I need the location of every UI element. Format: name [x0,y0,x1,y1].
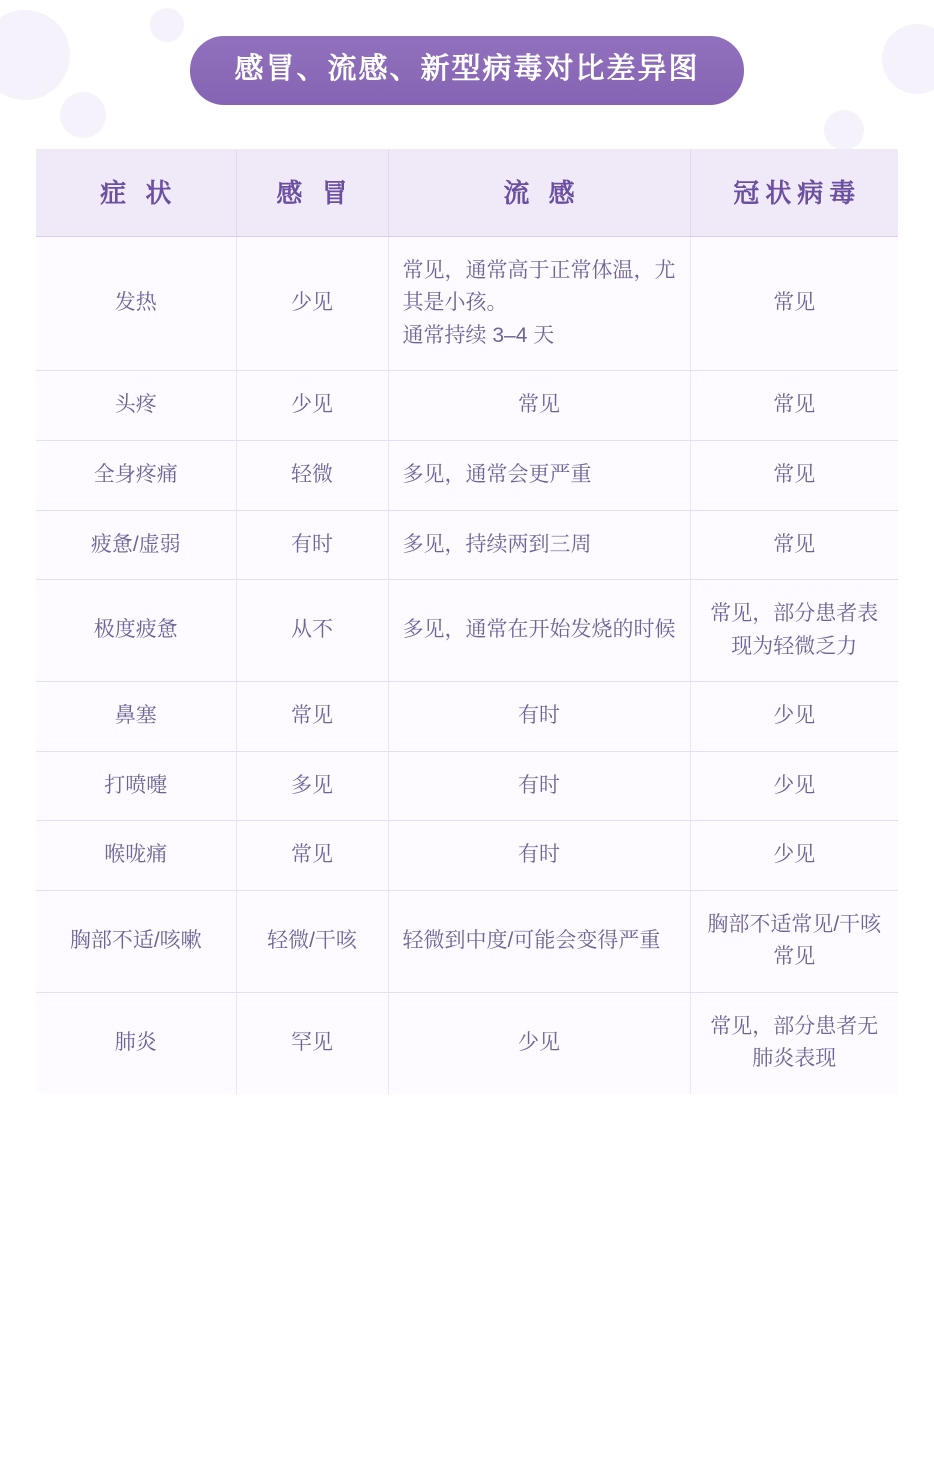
comparison-table [36,149,898,1094]
cell-cold: 轻微 [236,440,388,510]
cell-symptom: 肺炎 [36,992,236,1094]
cell-coronavirus: 常见 [690,236,898,371]
cell-symptom: 极度疲惫 [36,580,236,682]
cell-coronavirus: 常见 [690,440,898,510]
title-banner [0,0,934,105]
cell-flu: 少见 [388,992,690,1094]
column-header-symptom: 症 状 [36,149,236,237]
cell-symptom: 打喷嚏 [36,751,236,821]
cell-coronavirus: 常见 [690,371,898,441]
table-row [36,821,898,891]
table-row [36,440,898,510]
cell-flu: 多见，持续两到三周 [388,510,690,580]
cell-cold: 常见 [236,821,388,891]
cell-coronavirus: 胸部不适常见/干咳常见 [690,890,898,992]
table-row [36,890,898,992]
table-row [36,371,898,441]
table-row [36,510,898,580]
cell-flu: 轻微到中度/可能会变得严重 [388,890,690,992]
cell-symptom: 胸部不适/咳嗽 [36,890,236,992]
cell-cold: 少见 [236,371,388,441]
cell-symptom: 鼻塞 [36,682,236,752]
table-header [36,149,898,237]
cell-coronavirus: 少见 [690,682,898,752]
table-row [36,236,898,371]
cell-flu: 常见 [388,371,690,441]
cell-cold: 常见 [236,682,388,752]
cell-symptom: 疲惫/虚弱 [36,510,236,580]
cell-flu: 有时 [388,821,690,891]
cell-cold: 少见 [236,236,388,371]
cell-flu: 常见，通常高于正常体温，尤其是小孩。 通常持续 3–4 天 [388,236,690,371]
column-header-cold: 感 冒 [236,149,388,237]
cell-symptom: 喉咙痛 [36,821,236,891]
cell-flu: 有时 [388,682,690,752]
cell-flu: 多见，通常在开始发烧的时候 [388,580,690,682]
table-header-row [36,149,898,237]
comparison-table-wrapper [36,149,898,1094]
cell-symptom: 发热 [36,236,236,371]
cell-coronavirus: 常见，部分患者表现为轻微乏力 [690,580,898,682]
decorative-blob [824,110,864,150]
cell-cold: 轻微/干咳 [236,890,388,992]
column-header-flu: 流 感 [388,149,690,237]
cell-flu: 有时 [388,751,690,821]
page-title: 感冒、流感、新型病毒对比差异图 [190,36,743,105]
cell-cold: 多见 [236,751,388,821]
table-row [36,751,898,821]
table-row [36,580,898,682]
cell-coronavirus: 常见 [690,510,898,580]
cell-cold: 有时 [236,510,388,580]
cell-coronavirus: 少见 [690,821,898,891]
cell-flu: 多见，通常会更严重 [388,440,690,510]
cell-cold: 罕见 [236,992,388,1094]
cell-cold: 从不 [236,580,388,682]
table-body [36,236,898,1094]
cell-coronavirus: 常见，部分患者无肺炎表现 [690,992,898,1094]
cell-symptom: 全身疼痛 [36,440,236,510]
table-row [36,992,898,1094]
cell-symptom: 头疼 [36,371,236,441]
column-header-coronavirus: 冠状病毒 [690,149,898,237]
cell-coronavirus: 少见 [690,751,898,821]
table-row [36,682,898,752]
